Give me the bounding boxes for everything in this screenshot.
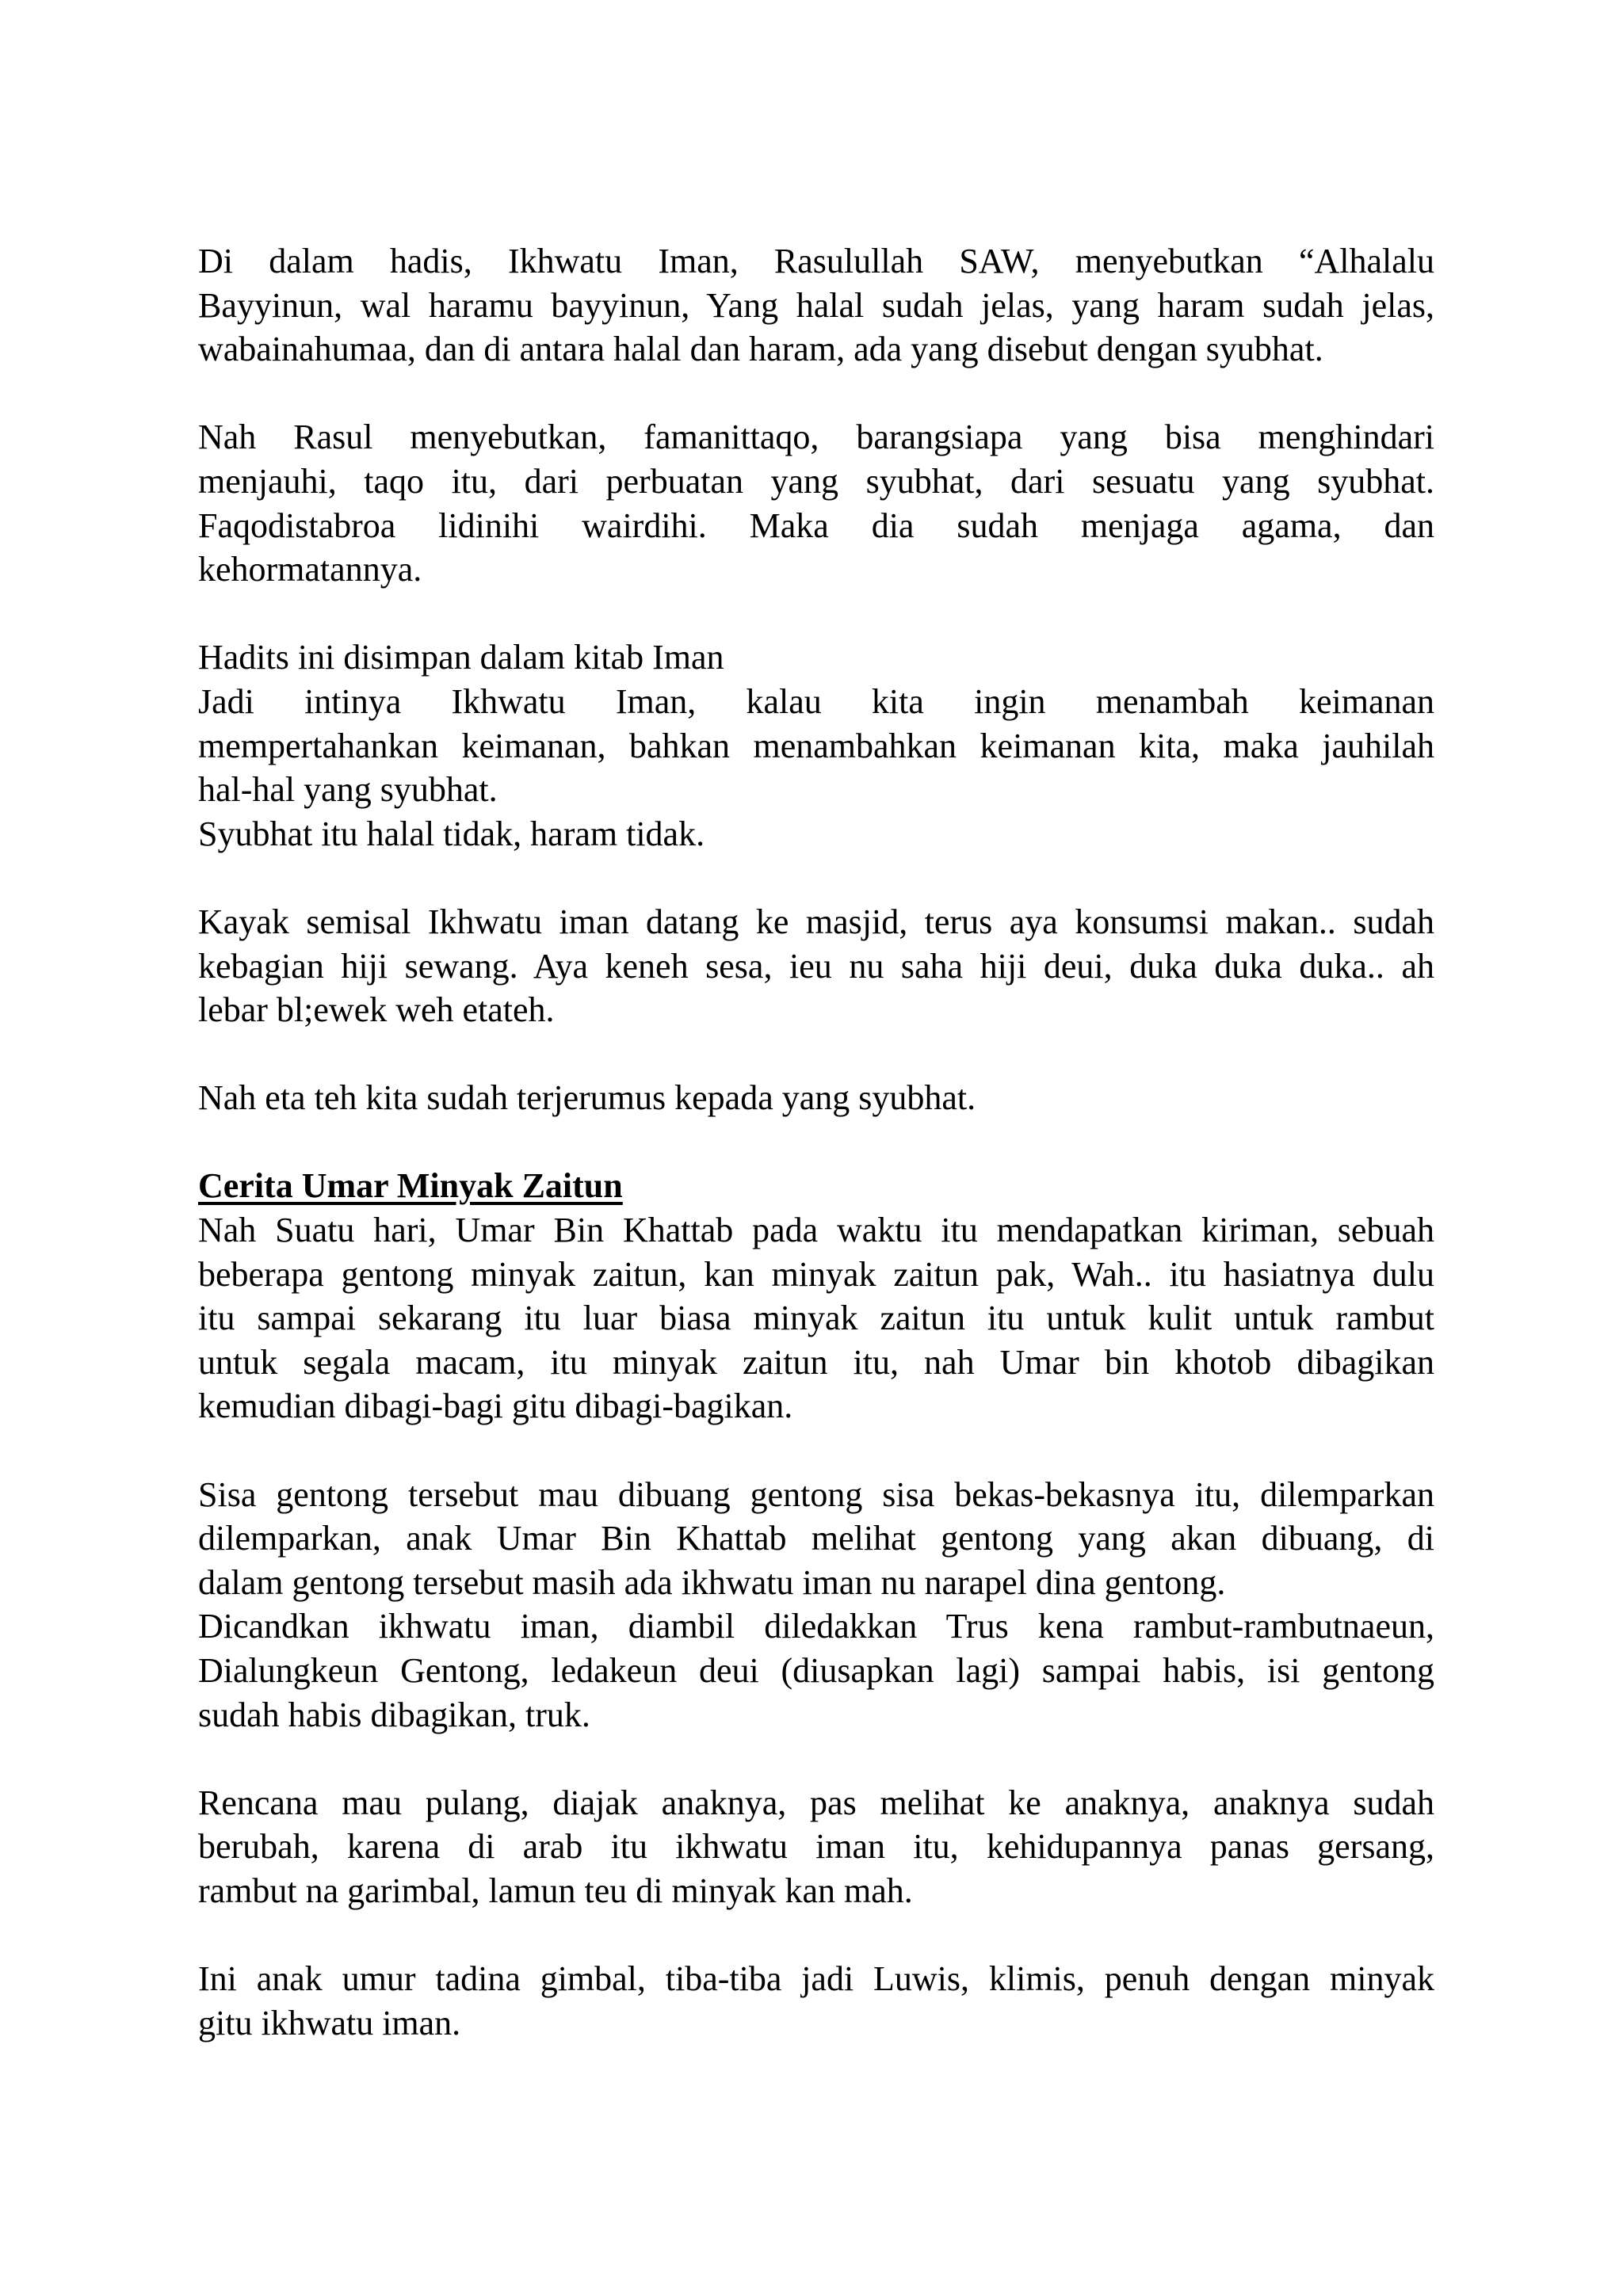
text-line: Faqodistabroa lidinihi wairdihi. Maka dia sudah menjaga agama, dan [198, 505, 1434, 545]
text-line: mempertahankan keimanan, bahkan menambahkan keimanan kita, maka jauhilah [198, 726, 1434, 765]
paragraph-anak-umar [198, 1957, 1434, 2045]
text-line: untuk segala macam, itu minyak zaitun itu, nah Umar bin khotob dibagikan [198, 1342, 1434, 1382]
text-line: kebagian hiji sewang. Aya keneh sesa, ieu nu saha hiji deui, duka duka duka.. ah [198, 946, 1434, 986]
text-line: kehormatannya. [198, 550, 422, 589]
text-line: dilemparkan, anak Umar Bin Khattab melihat gentong yang akan dibuang, di [198, 1519, 1434, 1558]
text-line: berubah, karena di arab itu ikhwatu iman itu, kehidupannya panas gersang, [198, 1827, 1434, 1867]
text-line: Jadi intinya Ikhwatu Iman, kalau kita ingin menambah keimanan [198, 681, 1434, 721]
text-line: Nah Suatu hari, Umar Bin Khattab pada waktu itu mendapatkan kiriman, sebuah [198, 1211, 1434, 1250]
text-line: Dialungkeun Gentong, ledakeun deui (diusapkan lagi) sampai habis, isi gentong [198, 1651, 1434, 1690]
text-line: Syubhat itu halal tidak, haram tidak. [198, 814, 705, 853]
paragraph-rencana-pulang [198, 1781, 1434, 1913]
text-line: gitu ikhwatu iman. [198, 2003, 461, 2042]
text-line: hal-hal yang syubhat. [198, 770, 498, 810]
text-line: Dicandkan ikhwatu iman, diambil diledakkan Trus kena rambut-rambutnaeun, [198, 1607, 1434, 1646]
text-line: sudah habis dibagikan, truk. [198, 1695, 590, 1734]
text-line: lebar bl;ewek weh etateh. [198, 990, 555, 1030]
text-line: Rencana mau pulang, diajak anaknya, pas melihat ke anaknya, anaknya sudah [198, 1783, 1434, 1822]
text-line: Di dalam hadis, Ikhwatu Iman, Rasulullah SAW, menyebutkan “Alhalalu [198, 242, 1434, 280]
text-line: beberapa gentong minyak zaitun, kan minyak zaitun pak, Wah.. itu hasiatnya dulu [198, 1254, 1434, 1294]
text-line: wabainahumaa, dan di antara halal dan haram, ada yang disebut dengan syubhat. [198, 330, 1323, 369]
paragraph-hadis-intro [198, 239, 1434, 372]
text-line: Hadits ini disimpan dalam kitab Iman [198, 638, 724, 677]
text-line: Sisa gentong tersebut mau dibuang gentong sisa bekas-bekasnya itu, dilemparkan [198, 1474, 1434, 1514]
paragraph-kitab-iman [198, 635, 1434, 856]
text-line: kemudian dibagi-bagi gitu dibagi-bagikan. [198, 1386, 793, 1426]
text-line: Nah eta teh kita sudah terjerumus kepada yang syubhat. [198, 1078, 976, 1118]
text-line: rambut na garimbal, lamun teu di minyak kan mah. [198, 1871, 913, 1910]
document-body [198, 239, 1434, 2089]
paragraph-terjerumus [198, 1076, 1434, 1120]
paragraph-masjid-example [198, 900, 1434, 1032]
text-line: Nah Rasul menyebutkan, famanittaqo, barangsiapa yang bisa menghindari [198, 418, 1434, 457]
section-heading: Cerita Umar Minyak Zaitun [198, 1166, 623, 1206]
text-line: Ini anak umur tadina gimbal, tiba-tiba jadi Luwis, klimis, penuh dengan minyak [198, 1959, 1434, 1999]
text-line: Bayyinun, wal haramu bayyinun, Yang halal sudah jelas, yang haram sudah jelas, [198, 285, 1434, 325]
paragraph-rasul-syubhat [198, 415, 1434, 591]
paragraph-sisa-gentong [198, 1473, 1434, 1737]
paragraph-umar-story [198, 1164, 1434, 1428]
text-line: Kayak semisal Ikhwatu iman datang ke masjid, terus aya konsumsi makan.. sudah [198, 902, 1434, 941]
text-line: menjauhi, taqo itu, dari perbuatan yang syubhat, dari sesuatu yang syubhat. [198, 461, 1434, 501]
text-line: dalam gentong tersebut masih ada ikhwatu iman nu narapel dina gentong. [198, 1562, 1226, 1602]
text-line: itu sampai sekarang itu luar biasa minyak zaitun itu untuk kulit untuk rambut [198, 1299, 1434, 1338]
